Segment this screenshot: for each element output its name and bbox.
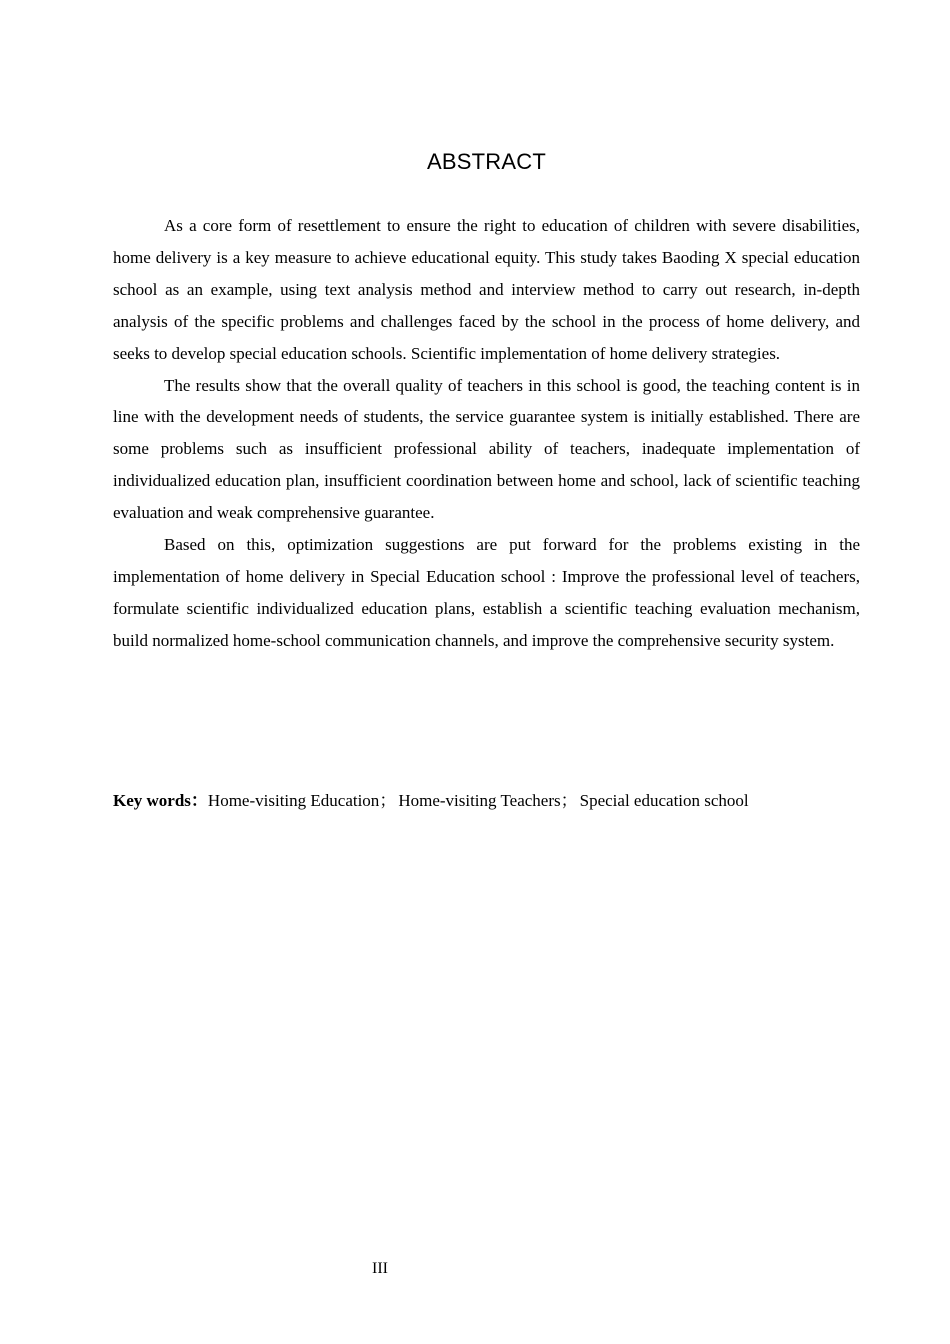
keyword-separator: ； [379, 791, 397, 810]
keyword-separator: ； [560, 791, 578, 810]
abstract-body [113, 210, 860, 657]
page-number: III [372, 1260, 388, 1277]
abstract-paragraph-1: As a core form of resettlement to ensure the right to education of children with severe disabilities, home delivery is a key measure to achieve educational equity. This study takes Baoding X special education school as an example, using text analysis method and interview method to carry out research, in-depth analysis of the specific problems and challenges faced by the school in the process of home delivery, and seeks to develop special education schools. Scientific implementation of home delivery strategies. [113, 216, 860, 363]
abstract-title: ABSTRACT [427, 149, 546, 174]
keyword-2: Home-visiting Teachers [398, 791, 561, 810]
abstract-paragraph-3: Based on this, optimization suggestions are put forward for the problems existing in the implementation of home delivery in Special Education school : Improve the professional level of teachers, formulate scientific individualized education plans, establish a scientific teaching evaluation mechanism, build normalized home-school communication channels, and improve the comprehensive security system. [113, 535, 860, 650]
keyword-3: Special education school [579, 791, 749, 810]
keywords-label: Key words： [113, 791, 208, 810]
keywords-line [113, 786, 873, 816]
abstract-paragraph-2: The results show that the overall quality of teachers in this school is good, the teaching content is in line with the development needs of students, the service guarantee system is initially established. There are some problems such as insufficient professional ability of teachers, inadequate implementation of individualized education plan, insufficient coordination between home and school, lack of scientific teaching evaluation and weak comprehensive guarantee. [113, 375, 860, 523]
keyword-1: Home-visiting Education [207, 791, 380, 810]
